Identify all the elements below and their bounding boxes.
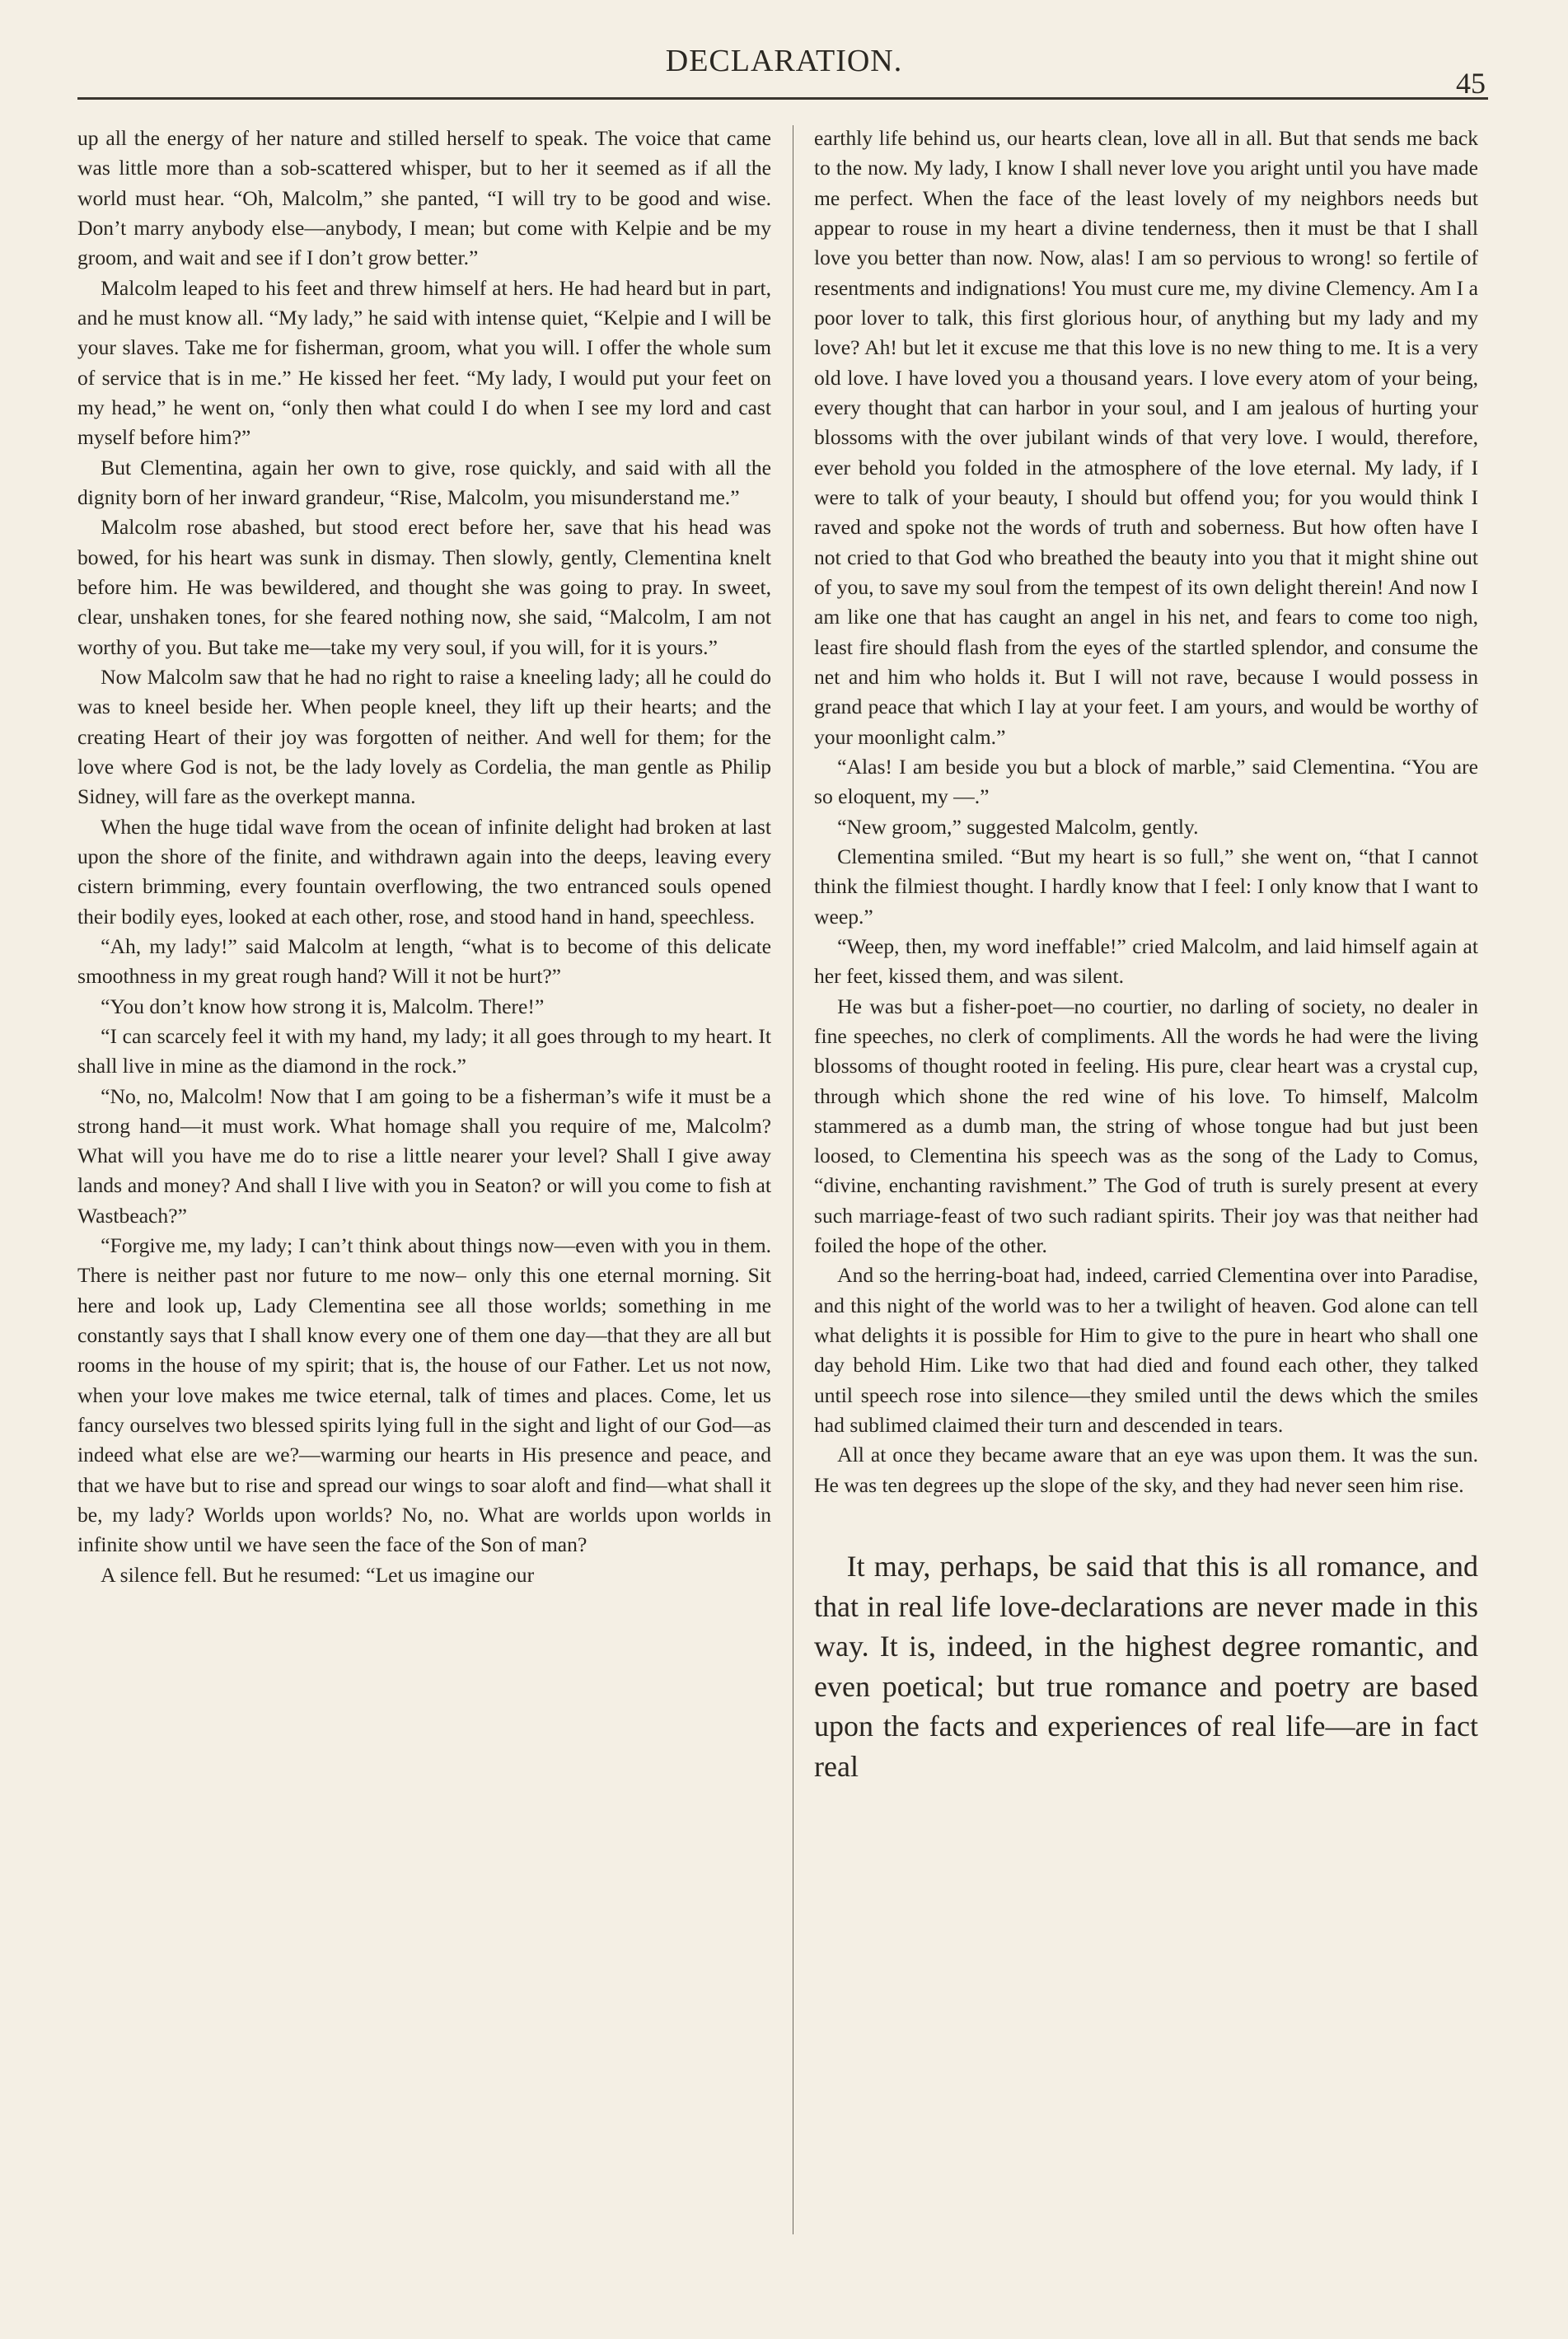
paragraph: All at once they became aware that an eye was upon them. It was the sun. He was ten degrees up the slope of the sky, and they had never seen him rise. [814, 1443, 1478, 1497]
paragraph: Now Malcolm saw that he had no right to raise a kneeling lady; all he could do was to kneel beside her. When people kneel, they lift up their hearts; and the creating Heart of their joy was forgotten of neither. And well for them; for the love where God is not, be the lady lovely as Cordelia, the man gentle as Philip Sidney, will fare as the overkept manna. [77, 664, 771, 809]
paragraph: earthly life behind us, our hearts clean, love all in all. But that sends me back to the now. My lady, I know I shall never love you aright until you have made me perfect. When the face of the least lovely of my neighbors needs but appear to rouse in my heart a divine tenderness, then it must be that I shall love you better than now. Now, alas! I am so pervious to wrong! so fertile of resentments and indignations! You must cure me, my divine Clemency. Am I a poor lover to talk, this first glorious hour, of anything but my lady and my love? Ah! but let it excuse me that this love is no new thing to me. It is a very old love. I have loved you a thousand years. I love every atom of your being, every thought that can harbor in your soul, and I am jealous of hurting your blossoms with the over jubilant winds of that very love. I would, therefore, ever behold you folded in the atmosphere of the love eternal. My lady, if I were to talk of your beauty, I should but offend you; for you would think I raved and spoke not the words of truth and soberness. But how often have I not cried to that God who breathed the beauty into you that it might shine out of you, to save my soul from the tempest of its own delight therein! And now I am like one that has caught an angel in his net, and fears to come too nigh, least fire should flash from the eyes of the startled splendor, and consume the net and him who holds it. But I will not rave, because I would possess in grand peace that which I lay at your feet. I am yours, and would be worthy of your moonlight calm.” [814, 126, 1478, 749]
right-column [814, 124, 1478, 1787]
paragraph: Malcolm leaped to his feet and threw himself at hers. He had heard but in part, and he must know all. “My lady,” he said with intense quiet, “Kelpie and I will be your slaves. Take me for fisherman, groom, what you will. I offer the whole sum of service that is in me.” He kissed her feet. “My lady, I would put your feet on my head,” he went on, “only then what could I do when I see my lord and cast myself before him?” [77, 275, 771, 450]
paragraph: “New groom,” suggested Malcolm, gently. [837, 814, 1199, 839]
paragraph: “I can scarcely feel it with my hand, my lady; it all goes through to my heart. It shall live in mine as the diamond in the rock.” [77, 1023, 771, 1078]
paragraph: “Forgive me, my lady; I can’t think about things now—even with you in them. There is neither past nor future to me now– only this one eternal morning. Sit here and look up, Lady Clementina see all those worlds; something in me constantly says that I shall know every one of them one day—that they are all but rooms in the house of my spirit; that is, the house of our Father. Let us not now, when your love makes me twice eternal, talk of times and places. Come, let us fancy ourselves two blessed spirits lying full in the sight and light of our God—as indeed what else are we?—warming our hearts in His presence and peace, and that we have but to rise and spread our wings to soar aloft and find—what shall it be, my lady? Worlds upon worlds? No, no. What are worlds upon worlds in infinite show until we have seen the face of the Son of man? [77, 1233, 771, 1557]
paragraph: “Ah, my lady!” said Malcolm at length, “what is to become of this delicate smoothness in my great rough hand? Will it not be hurt?” [77, 933, 771, 989]
paragraph: Malcolm rose abashed, but stood erect before her, save that his head was bowed, for his heart was sunk in dismay. Then slowly, gently, Clementina knelt before him. He was bewildered, and thought she was going to pray. In sweet, clear, unshaken tones, for she feared nothing now, she said, “Malcolm, I am not worthy of you. But take me—take my very soul, if you will, for it is yours.” [77, 515, 771, 659]
closing-paragraph: It may, perhaps, be said that this is all romance, and that in real life love-declarations are never made in this way. It is, indeed, in the highest degree romantic, and even poetical; but true romance and poetry are based upon the facts and experiences of real life—are in fact real [814, 1550, 1478, 1784]
paragraph: Clementina smiled. “But my heart is so full,” she went on, “that I cannot think the filmiest thought. I hardly know that I feel: I only know that I want to weep.” [814, 844, 1478, 929]
paragraph: A silence fell. But he resumed: “Let us imagine our [101, 1562, 535, 1587]
paragraph: “You don’t know how strong it is, Malcolm. There!” [101, 994, 545, 1018]
paragraph: “Alas! I am beside you but a block of marble,” said Clementina. “You are so eloquent, my —.” [814, 754, 1478, 809]
left-column [77, 124, 771, 1590]
paragraph: up all the energy of her nature and stilled herself to speak. The voice that came was little more than a sob-scattered whisper, but to her it seemed as if all the world must hear. “Oh, Malcolm,” she panted, “I will try to be good and wise. Don’t marry anybody else—anybody, I mean; but come with Kelpie and be my groom, and wait and see if I don’t grow better.” [77, 126, 771, 270]
header-rule [77, 97, 1488, 100]
paragraph: “Weep, then, my word ineffable!” cried Malcolm, and laid himself again at her feet, kissed them, and was silent. [814, 933, 1478, 989]
paragraph: And so the herring-boat had, indeed, carried Clementina over into Paradise, and this night of the world was to her a twilight of heaven. God alone can tell what delights it is possible for Him to give to the pure in heart who shall one day behold Him. Like two that had died and found each other, they talked until speech rose into silence—they smiled until the dews which the smiles had sublimed claimed their turn and descended in tears. [814, 1263, 1478, 1438]
paragraph: But Clementina, again her own to give, rose quickly, and said with all the dignity born of her inward grandeur, “Rise, Malcolm, you misunderstand me.” [77, 455, 771, 509]
running-title: DECLARATION. [665, 44, 903, 78]
paragraph: He was but a fisher-poet—no courtier, no darling of society, no dealer in fine speeches, no clerk of compliments. All the words he had were the living blossoms of thought rooted in feeling. His pure, clear heart was a crystal cup, through which shone the red wine of his love. To himself, Malcolm stammered as a dumb man, the string of whose tongue had but just been loosed, to Clementina his speech was as the song of the Lady to Comus, “divine, enchanting ravishment.” The God of truth is surely present at every such marriage-feast of two such radiant spirits. Their joy was that neither had foiled the hope of the other. [814, 994, 1478, 1258]
paragraph: “No, no, Malcolm! Now that I am going to be a fisherman’s wife it must be a strong hand—it must work. What homage shall you require of me, Malcolm? What will you have me do to rise a little nearer your level? Shall I give away lands and money? And shall I live with you in Seaton? or will you come to fish at Wastbeach?” [77, 1083, 771, 1228]
page-number: 45 [1456, 67, 1486, 100]
paragraph: When the huge tidal wave from the ocean of infinite delight had broken at last upon the shore of the finite, and withdrawn again into the deeps, leaving every cistern brimming, every fountain overflowing, the two entranced souls opened their bodily eyes, looked at each other, rose, and stood hand in hand, speechless. [77, 814, 771, 929]
